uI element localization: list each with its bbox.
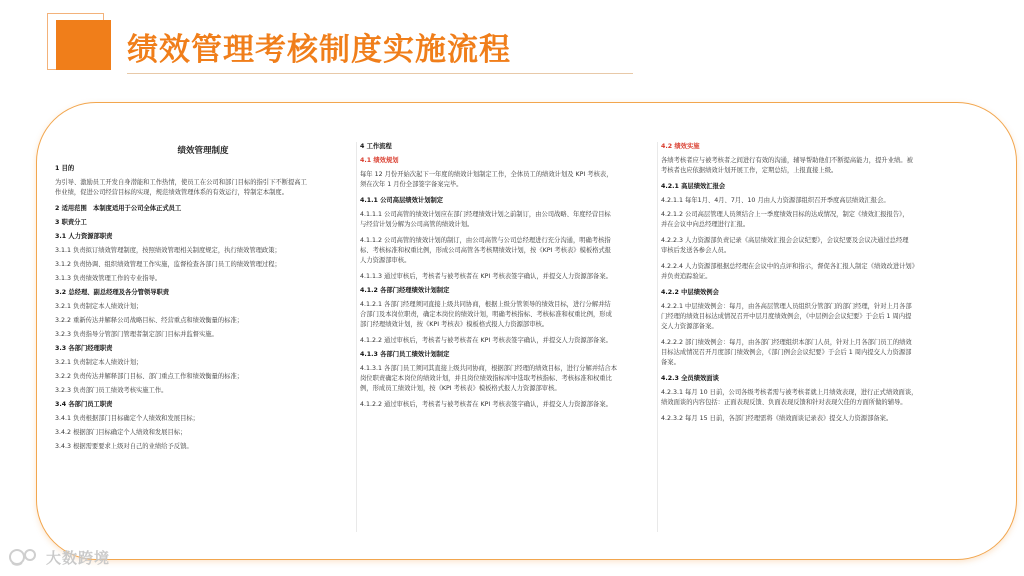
watermark-text: 大数跨境 [46,548,111,567]
section-heading: 4.1.3 各部门员工绩效计划制定 [360,351,450,358]
page-2-content [360,142,654,410]
section-heading: 4.2.2 中层绩效例会 [661,289,719,296]
page-1-content [55,164,351,452]
paragraph [360,300,654,330]
section-heading: 3.2 总经理、副总经理及各分管领导职责 [55,289,170,296]
paragraph-line: 4.1.3.1 各部门员工须同其直接上级共同协商，根据部门经理的绩效目标，进行分解并结合本 [360,365,618,372]
paragraph-line: 标、考核标准和权重比例，形成公司高管各考核期绩效计划，按《KPI 考核表》模板格式报 [360,247,612,254]
paragraph [661,236,955,256]
paragraph-line: 4.2.2.1 中层绩效例会：每月，由各高层管理人员组织分管部门的部门经理，针对上月各部 [661,303,912,310]
clause-line: 3.2.2 负责传达并解释部门目标、部门重点工作和绩效衡量的标准； [55,373,244,380]
paragraph-line: 门经理的绩效目标达成情况召开中层月度绩效例会，《中层例会会议纪要》于会后 1 周内提 [661,313,912,320]
paragraph-line: 考核者也应依据绩效计划开展工作，定期总结，上报直接上级。 [661,167,838,174]
paragraph [360,236,654,266]
section-heading: 4.2.1 高层绩效汇报会 [661,183,726,190]
paragraph-line: 绩效面谈的内容包括：正面表现反馈、负面表现反馈和针对表现欠佳的方面所做的辅导。 [661,399,907,406]
clause-line: 3.1.2 负责协调、组织绩效管理工作实施，监督检查各部门员工的绩效管理过程； [55,261,281,268]
clause-line: 4.1.2.2 通过审核后，考核者与被考核者在 KPI 考核表签字确认，并提交人力资源部备案。 [360,401,612,408]
clause-line: 3.1.1 负责拟订绩效管理制度，按照绩效管理相关制度规定，执行绩效管理政策； [55,247,281,254]
section-heading: 4.2.3 全员绩效面谈 [661,375,719,382]
section-heading: 3.1 人力资源部职责 [55,233,113,240]
clause-line: 3.2.1 负责制定本人绩效计划； [55,303,143,310]
clause-line: 4.2.3.2 每月 15 日前，各部门经理需将《绩效面谈记录表》提交人力资源部备案。 [661,415,893,422]
paragraph [360,170,654,190]
slide-title: 绩效管理考核制度实施流程 [127,32,511,68]
paragraph-line: 每年 12 月份开始次起下一年度的绩效计划制定工作，全体员工的绩效计划及 KPI 考核表， [360,171,613,178]
paragraph-line: 4.1.1.2 公司高管的绩效计划的制订，由公司高管与公司总经理进行充分沟通，明确考核指 [360,237,611,244]
paragraph-line: 备案。 [661,359,680,366]
clause-line: 3.4.2 根据部门目标确定个人绩效和发展目标； [55,429,187,436]
page-separator [356,142,357,532]
paragraph-line: 并在会议中向总经理进行汇报。 [661,221,750,228]
title-divider [127,73,633,74]
paragraph [661,156,955,176]
paragraph-line: 4.1.2.1 各部门经理须同直接上级共同协商，根据上级分管领导的绩效目标，进行分解并结 [360,301,611,308]
paragraph-line: 作业绩，促进公司经营目标的实现，规范绩效管理体系的有效运行，特制定本制度。 [55,189,288,196]
clause-line: 3.2.2 重新传达并解释公司战略目标、经营重点和绩效衡量的标准； [55,317,244,324]
paragraph-line: 与经营计划分解为公司高管的绩效计划。 [360,221,474,228]
paragraph [661,302,955,332]
paragraph-line: 审核后发送各参会人员。 [661,247,731,254]
paragraph [360,210,654,230]
paragraph-line: 须在次年 1 月份全部签字备案完毕。 [360,181,463,188]
paragraph-line: 人力资源部审核。 [360,257,411,264]
document-title: 绩效管理制度 [177,146,229,156]
paragraph [360,364,654,394]
paragraph-line: 目标达成情况召开月度部门绩效例会，《部门例会会议纪要》于会后 1 周内提交人力资源部 [661,349,912,356]
section-heading: 4 工作流程 [360,143,392,150]
clause-line: 4.2.1.1 每年1月、4月、7月、10 月由人力资源部组织召开季度高层绩效汇报会。 [661,197,890,204]
paragraph-line: 4.1.1.1 公司高管的绩效计划应在部门经理绩效计划之前制订，由公司战略、年度经营目标 [360,211,611,218]
clause-line: 3.4.3 根据需要要求上级对自己的业绩给予反馈。 [55,443,193,450]
document-page-2 [360,142,654,532]
accent-square-fill [56,20,111,70]
paragraph-line: 4.2.2.4 人力资源部根据总经理在会议中的点评和指示，督促各汇报人制定《绩效改进计划》 [661,263,919,270]
section-heading: 2 适用范围 本制度适用于公司全体正式员工 [55,205,182,212]
clause-line: 3.1.3 负责绩效管理工作的专业指导。 [55,275,162,282]
paragraph-line: 为引导、激励员工开发自身潜能和工作热情，使员工在公司和部门目标的指引下不断提高工 [55,179,307,186]
paragraph [661,262,955,282]
paragraph-line: 例，形成员工绩效计划，按《KPI 考核表》模板格式报人力资源部审核。 [360,385,561,392]
paragraph-line: 4.2.2.3 人力资源部负责记录《高层绩效汇报会会议纪要》，会议纪要及会议决通过总经理 [661,237,909,244]
clause-line: 3.2.3 负责指导分管部门管理者制定部门目标并监督实施。 [55,331,218,338]
paragraph-line: 4.2.2.2 部门绩效例会：每月，由各部门经理组织本部门人员，针对上月各部门员工的绩效 [661,339,912,346]
paragraph-line: 合部门及本岗位职责，确定本岗位的绩效计划，明确考核指标、考核标准和权重比例，形成 [360,311,612,318]
section-heading: 4.1.1 公司高层绩效计划制定 [360,197,444,204]
clause-line: 3.2.3 负责部门员工绩效考核实施工作。 [55,387,168,394]
paragraph-line: 4.2.1.2 公司高层管理人员须结合上一季度绩效目标的达成情况，制定《绩效汇报报告》， [661,211,909,218]
paragraph [661,210,955,230]
section-heading: 3 职责分工 [55,219,87,226]
paragraph-line: 并负责追踪验证。 [661,273,712,280]
section-heading: 1 目的 [55,165,75,172]
paragraph [661,388,955,408]
section-heading: 4.2 绩效实施 [661,143,700,150]
page-separator [657,142,658,532]
paragraph [55,178,351,198]
document-page-1 [55,142,351,532]
section-heading: 4.1.2 各部门经理绩效计划制定 [360,287,450,294]
clause-line: 4.1.2.2 通过审核后，考核者与被考核者在 KPI 考核表签字确认，并提交人力资源部备案。 [360,337,612,344]
page-3-content [661,142,955,424]
paragraph-line: 部门经理绩效计划，按《KPI 考核表》模板格式报人力资源部审核。 [360,321,549,328]
clause-line: 3.4.1 负责根据部门目标确定个人绩效和发展目标； [55,415,199,422]
document-page-3 [661,142,955,532]
section-heading: 3.3 各部门经理职责 [55,345,113,352]
section-heading: 4.1 绩效规划 [360,157,399,164]
paragraph-line: 4.2.3.1 每月 10 日前，公司各级考核者需与被考核者就上月绩效表现，进行正式绩效面谈， [661,389,918,396]
paragraph-line: 各绩考核者应与被考核者之间进行有效的沟通，辅导帮助他们不断提高能力，提升业绩。被 [661,157,913,164]
clause-line: 4.1.1.3 通过审核后，考核者与被考核者在 KPI 考核表签字确认，并提交人力资源部备案。 [360,273,612,280]
watermark-logo [8,545,110,569]
section-heading: 3.4 各部门员工职责 [55,401,113,408]
paragraph [661,338,955,368]
paragraph-line: 岗位职责确定本岗位的绩效计划，并且岗位绩效指标库中选取考核指标、考核标准和权重比 [360,375,612,382]
logo-icon [8,547,42,567]
paragraph-line: 交人力资源部备案。 [661,323,718,330]
clause-line: 3.2.1 负责制定本人绩效计划； [55,359,143,366]
